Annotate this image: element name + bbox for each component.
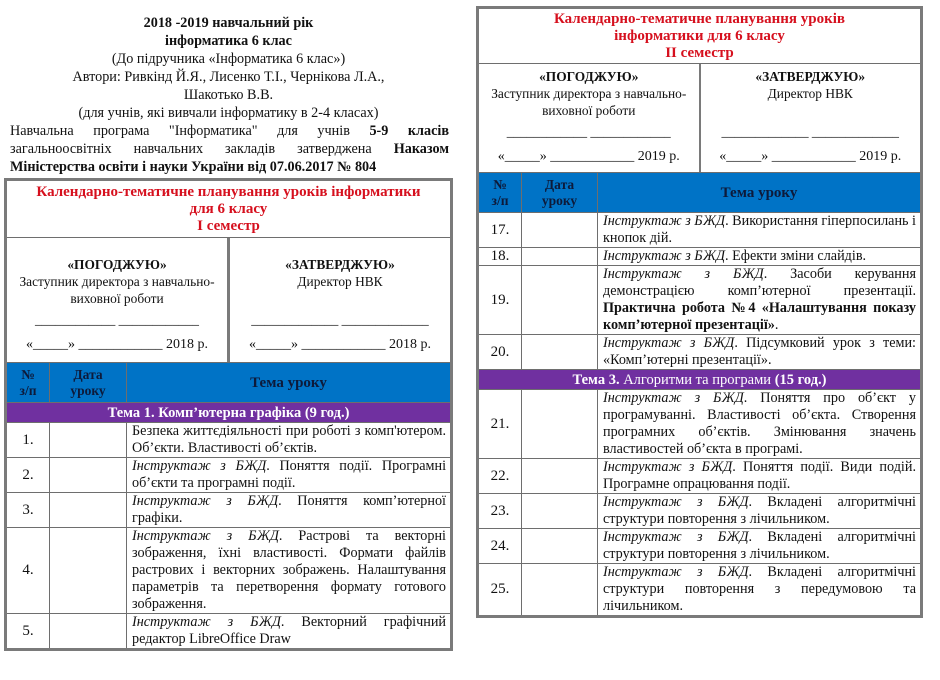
lesson-number: 24. xyxy=(478,529,522,564)
semester-2-page xyxy=(476,6,923,618)
header-topic: Тема уроку xyxy=(127,363,452,403)
lesson-row xyxy=(478,494,922,529)
approved-label: «ЗАТВЕРДЖУЮ» xyxy=(755,69,866,84)
table-header-row xyxy=(478,173,922,213)
lesson-topic xyxy=(598,459,922,494)
lesson-number: 3. xyxy=(6,493,50,528)
lesson-topic xyxy=(127,458,452,493)
textbook-note: (До підручника «Інформатика 6 клас») xyxy=(111,51,346,67)
lesson-date[interactable] xyxy=(522,213,598,248)
lesson-topic-text: . Векторний графічний редактор LibreOffice Draw xyxy=(132,614,447,647)
topic-name: Тема 1. Комп’ютерна графіка xyxy=(107,404,302,421)
lesson-topic-text: . Ефекти зміни слайдів. xyxy=(725,248,867,264)
safety-briefing-label: Інструктаж з БЖД xyxy=(603,390,744,406)
agreed-block xyxy=(7,238,230,362)
lesson-number: 2. xyxy=(6,458,50,493)
safety-briefing-label: Інструктаж з БЖД xyxy=(132,614,281,630)
safety-briefing-label: Інструктаж з БЖД xyxy=(603,459,733,475)
signature-line: ____________ ____________ xyxy=(506,124,671,139)
lesson-number: 20. xyxy=(478,335,522,370)
lesson-topic-text: . Вкладені алгоритмічні структури повторення з лічильником. xyxy=(603,494,916,527)
program-line-3: Міністерства освіти і науки України від 07.06.2017 № 804 xyxy=(10,159,377,175)
lesson-row xyxy=(478,213,922,248)
signature-row xyxy=(6,238,452,363)
program-text: загальноосвітніх навчальних закладів затверджена xyxy=(10,141,372,157)
agreed-block xyxy=(479,64,701,172)
topic-hours: (15 год.) xyxy=(774,371,827,388)
title-line: для 6 класу xyxy=(189,200,268,217)
lesson-topic-text: . Поняття події. Види подій. Програмне опрацювання події. xyxy=(603,459,916,492)
lesson-topic xyxy=(127,493,452,528)
header-text: Дата xyxy=(73,366,103,382)
plan-title xyxy=(6,180,452,238)
lesson-topic-text: . Підсумковий урок з теми: «Комп’ютерні презентації». xyxy=(603,335,916,368)
lesson-row xyxy=(6,614,452,650)
practical-work-label: Практична робота №4 «Налаштування показу комп’ютерної презентації» xyxy=(603,300,916,333)
safety-briefing-label: Інструктаж з БЖД xyxy=(603,335,735,351)
lesson-date[interactable] xyxy=(522,494,598,529)
agreed-label: «ПОГОДЖУЮ» xyxy=(539,69,639,84)
agreed-label: «ПОГОДЖУЮ» xyxy=(67,257,167,272)
safety-briefing-label: Інструктаж з БЖД xyxy=(603,213,726,229)
lesson-topic xyxy=(598,335,922,370)
subject-title: інформатика 6 клас xyxy=(165,33,292,49)
lesson-topic-text: . Вкладені алгоритмічні структури повторення з передумовою та лічильником. xyxy=(603,564,916,614)
lesson-number: 5. xyxy=(6,614,50,650)
title-line: ІІ семестр xyxy=(665,44,734,61)
lesson-number: 18. xyxy=(478,248,522,266)
topic-section-row xyxy=(478,370,922,390)
lesson-number: 22. xyxy=(478,459,522,494)
header-topic: Тема уроку xyxy=(598,173,922,213)
header-text: з/п xyxy=(491,192,509,208)
title-line: Календарно-тематичне планування уроків xyxy=(553,10,846,27)
lesson-topic-text: . Поняття події. Програмні об’єкти та програмні події. xyxy=(132,458,447,491)
lesson-number: 23. xyxy=(478,494,522,529)
signature-cell xyxy=(478,64,922,173)
authors-line-1: Автори: Ривкінд Й.Я., Лисенко Т.І., Чернікова Л.А., xyxy=(72,69,385,85)
header-text: № xyxy=(493,176,507,192)
lesson-topic xyxy=(127,614,452,650)
lesson-date[interactable] xyxy=(522,529,598,564)
plan-title-row xyxy=(478,8,922,64)
lesson-row xyxy=(478,459,922,494)
signature-line: _____________ _____________ xyxy=(721,124,899,139)
lesson-row xyxy=(6,528,452,614)
approved-label: «ЗАТВЕРДЖУЮ» xyxy=(285,257,395,272)
approved-role: Директор НВК xyxy=(767,86,853,101)
lesson-topic xyxy=(127,528,452,614)
signature-cell xyxy=(6,238,452,363)
semester-1-lessons xyxy=(6,423,452,650)
lesson-number: 21. xyxy=(478,390,522,459)
lesson-number: 4. xyxy=(6,528,50,614)
topic-hours: (9 год.) xyxy=(301,404,350,421)
safety-briefing-label: Інструктаж з БЖД xyxy=(132,493,279,509)
header-number xyxy=(6,363,50,403)
lesson-topic xyxy=(127,423,452,458)
lesson-date[interactable] xyxy=(50,493,127,528)
safety-briefing-label: Інструктаж з БЖД xyxy=(132,528,279,544)
approved-block xyxy=(701,64,921,172)
agreed-role: виховної роботи xyxy=(542,103,636,118)
date-line: «_____» ____________ 2018 р. xyxy=(26,337,208,352)
lesson-topic xyxy=(598,390,922,459)
program-order: Наказом xyxy=(393,141,449,157)
lesson-topic-text: . Вкладені алгоритмічні структури повторення з лічильником. xyxy=(603,529,916,562)
lesson-row xyxy=(478,266,922,335)
lesson-row xyxy=(478,335,922,370)
safety-briefing-label: Інструктаж з БЖД xyxy=(603,266,764,282)
lesson-topic-tail: . xyxy=(774,317,779,333)
lesson-topic-text: . Використання гіперпосилань і кнопок дій. xyxy=(603,213,917,246)
lesson-date[interactable] xyxy=(522,390,598,459)
topic-section xyxy=(6,403,452,423)
lesson-date[interactable] xyxy=(522,564,598,617)
header-date xyxy=(522,173,598,213)
lesson-topic xyxy=(598,564,922,617)
lesson-row xyxy=(478,564,922,617)
lesson-topic xyxy=(598,529,922,564)
date-line: «_____» ____________ 2019 р. xyxy=(719,149,902,164)
approved-role: Директор НВК xyxy=(297,274,383,289)
lesson-date[interactable] xyxy=(50,458,127,493)
lesson-date[interactable] xyxy=(50,614,127,650)
program-text: Навчальна програма "Інформатика" для учнів xyxy=(10,123,350,139)
lesson-date[interactable] xyxy=(50,528,127,614)
lesson-row xyxy=(6,458,452,493)
lesson-date[interactable] xyxy=(522,335,598,370)
lesson-number: 19. xyxy=(478,266,522,335)
lesson-number: 17. xyxy=(478,213,522,248)
title-line: Календарно-тематичне планування уроків інформатики xyxy=(36,183,421,200)
program-line-1 xyxy=(4,122,453,140)
semester-2-plan-table xyxy=(476,6,923,618)
date-line: «_____» ____________ 2018 р. xyxy=(249,337,431,352)
safety-briefing-label: Інструктаж з БЖД xyxy=(603,529,749,545)
signature-line: _____________ _____________ xyxy=(251,312,429,327)
lesson-number: 1. xyxy=(6,423,50,458)
lesson-date[interactable] xyxy=(522,459,598,494)
semester-1-plan-table xyxy=(4,178,453,651)
safety-briefing-label: Інструктаж з БЖД xyxy=(132,458,267,474)
lesson-topic-text: . Поняття про об’єкт у програмуванні. Властивості об’єкта. Створення програмних об’єктів. Змінювання значень властивостей об’єкта в програмі. xyxy=(603,390,916,457)
lesson-topic xyxy=(598,248,922,266)
agreed-role: виховної роботи xyxy=(70,291,164,306)
header-text: Дата xyxy=(544,176,575,192)
semester-2-lessons-a xyxy=(478,213,922,370)
lesson-row xyxy=(6,493,452,528)
lesson-row xyxy=(478,529,922,564)
semester-1-page xyxy=(4,0,453,651)
lesson-row xyxy=(478,390,922,459)
signature-line: ____________ ____________ xyxy=(34,312,200,327)
document-intro xyxy=(4,0,453,176)
lesson-topic xyxy=(598,494,922,529)
lesson-topic xyxy=(598,266,922,335)
lesson-topic-text: Безпека життєдіяльності при роботі з комп'ютером. Об’єкти. Властивості об’єктів. xyxy=(132,423,446,456)
program-grades: 5-9 класів xyxy=(369,123,450,139)
academic-year: 2018 -2019 навчальний рік xyxy=(143,15,314,31)
lesson-row xyxy=(6,423,452,458)
agreed-role: Заступник директора з навчально- xyxy=(491,86,687,101)
plan-title-row xyxy=(6,180,452,238)
lesson-date[interactable] xyxy=(522,266,598,335)
lesson-topic-text: . Растрові та векторні зображення, їхні властивості. Формати файлів растрових і векторних зображень. Налаштування параметрів та перетворення формату готового зображення. xyxy=(132,528,447,612)
topic-number: Тема 3. xyxy=(572,371,620,388)
agreed-role: Заступник директора з навчально- xyxy=(19,274,215,289)
safety-briefing-label: Інструктаж з БЖД xyxy=(603,494,749,510)
lesson-topic xyxy=(598,213,922,248)
lesson-topic-text: . Засоби керування демонстрацією комп’ютерної презентації. xyxy=(603,266,916,299)
table-header-row xyxy=(6,363,452,403)
safety-briefing-label: Інструктаж з БЖД xyxy=(603,564,749,580)
topic-section-row xyxy=(6,403,452,423)
topic-name: Алгоритми та програми xyxy=(619,371,775,388)
header-text: уроку xyxy=(541,192,578,208)
header-date xyxy=(50,363,127,403)
lesson-topic-text: . Поняття комп’ютерної графіки. xyxy=(132,493,446,526)
header-text: з/п xyxy=(19,382,37,398)
header-text: уроку xyxy=(70,382,106,398)
safety-briefing-label: Інструктаж з БЖД xyxy=(603,248,726,264)
title-line: І семестр xyxy=(197,217,260,234)
approved-block xyxy=(230,238,450,362)
lesson-date[interactable] xyxy=(50,423,127,458)
header-text: № xyxy=(21,366,35,382)
authors-line-2: Шакотько В.В. xyxy=(183,87,274,103)
lesson-number: 25. xyxy=(478,564,522,617)
lesson-row xyxy=(478,248,922,266)
signature-row xyxy=(478,64,922,173)
topic-section xyxy=(478,370,922,390)
lesson-date[interactable] xyxy=(522,248,598,266)
title-line: інформатики для 6 класу xyxy=(614,27,785,44)
semester-2-lessons-b xyxy=(478,390,922,617)
program-line-2 xyxy=(4,140,453,158)
audience-note: (для учнів, які вивчали інформатику в 2-4 класах) xyxy=(78,105,379,121)
plan-title xyxy=(478,8,922,64)
date-line: «_____» ____________ 2019 р. xyxy=(497,149,680,164)
header-number xyxy=(478,173,522,213)
